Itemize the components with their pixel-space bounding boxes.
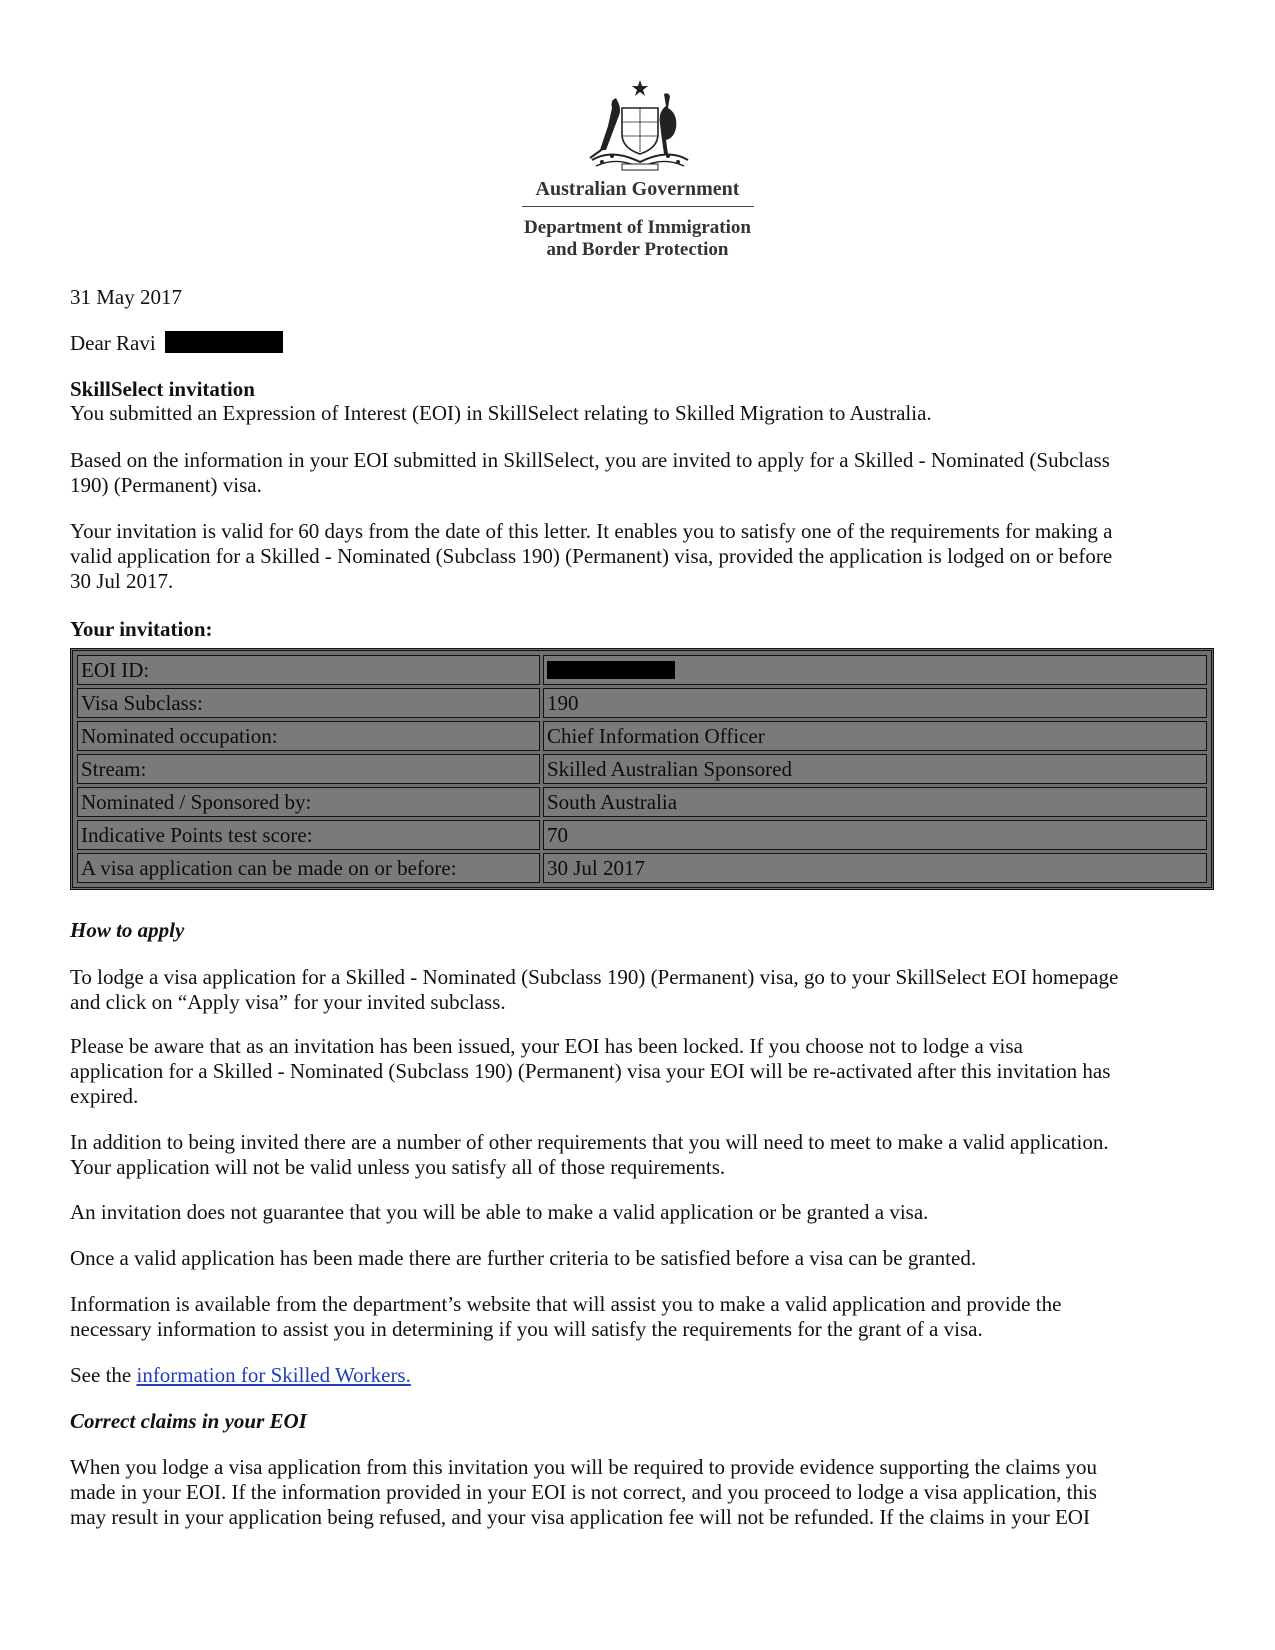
paragraph-website-info — [70, 1292, 1220, 1342]
paragraph-validity — [70, 519, 1220, 594]
table-row — [77, 721, 1207, 751]
letter-date: 31 May 2017 — [70, 285, 182, 309]
paragraph-line: Your invitation is valid for 60 days from the date of this letter. It enables you to satisfy one of the requirements for making a — [70, 519, 1113, 543]
salutation-text: Dear Ravi — [70, 331, 156, 355]
table-row — [77, 853, 1207, 883]
paragraph-line: and click on “Apply visa” for your invited subclass. — [70, 990, 506, 1014]
paragraph-line: 30 Jul 2017. — [70, 569, 174, 593]
row-value-stream: Skilled Australian Sponsored — [543, 754, 1207, 784]
row-label-apply-by: A visa application can be made on or before: — [77, 853, 540, 883]
how-to-apply-heading: How to apply — [70, 918, 185, 942]
table-row — [77, 688, 1207, 718]
government-name: Australian Government — [535, 178, 740, 200]
table-row — [77, 787, 1207, 817]
table-row — [77, 820, 1207, 850]
department-line-1: Department of Immigration — [524, 217, 751, 238]
paragraph-line: necessary information to assist you in determining if you will satisfy the requirements for the grant of a visa. — [70, 1317, 983, 1341]
row-value-eoi-id — [543, 655, 1207, 685]
paragraph-line: expired. — [70, 1084, 139, 1108]
table-row — [77, 754, 1207, 784]
department-line-2: and Border Protection — [546, 239, 729, 260]
paragraph-correct-claims — [70, 1455, 1220, 1530]
paragraph-requirements — [70, 1130, 1220, 1180]
see-prefix: See the — [70, 1363, 137, 1387]
paragraph-line: Based on the information in your EOI submitted in SkillSelect, you are invited to apply for a Skilled - Nominated (Subclass — [70, 448, 1110, 472]
table-row — [77, 655, 1207, 685]
skilled-workers-link[interactable]: information for Skilled Workers. — [136, 1363, 411, 1387]
row-label-occupation: Nominated occupation: — [77, 721, 540, 751]
row-label-stream: Stream: — [77, 754, 540, 784]
paragraph-line: In addition to being invited there are a number of other requirements that you will need to meet to make a valid application. — [70, 1130, 1109, 1154]
paragraph-line: To lodge a visa application for a Skilled - Nominated (Subclass 190) (Permanent) visa, go to your SkillSelect EOI homepage — [70, 965, 1119, 989]
row-label-eoi-id: EOI ID: — [77, 655, 540, 685]
invitation-heading: Your invitation: — [70, 617, 213, 641]
paragraph-eoi-locked — [70, 1034, 1220, 1109]
paragraph-line: Your application will not be valid unless you satisfy all of those requirements. — [70, 1155, 726, 1179]
row-value-occupation: Chief Information Officer — [543, 721, 1207, 751]
paragraph-how-to-lodge — [70, 965, 1220, 1015]
paragraph-line: When you lodge a visa application from this invitation you will be required to provide evidence supporting the claims you — [70, 1455, 1098, 1479]
row-label-sponsored-by: Nominated / Sponsored by: — [77, 787, 540, 817]
paragraph-line: made in your EOI. If the information provided in your EOI is not correct, and you proceed to lodge a visa application, this — [70, 1480, 1097, 1504]
paragraph-invited — [70, 448, 1220, 498]
redacted-eoi-id — [547, 661, 675, 679]
row-value-apply-by: 30 Jul 2017 — [543, 853, 1207, 883]
paragraph-line: 190) (Permanent) visa. — [70, 473, 262, 497]
paragraph-line: may result in your application being refused, and your visa application fee will not be refunded. If the claims in your EOI — [70, 1505, 1090, 1529]
paragraph-eoi-submitted: You submitted an Expression of Interest (EOI) in SkillSelect relating to Skilled Migration to Australia. — [70, 401, 932, 425]
row-value-visa-subclass: 190 — [543, 688, 1207, 718]
paragraph-further-criteria: Once a valid application has been made there are further criteria to be satisfied before a visa can be granted. — [70, 1246, 977, 1270]
paragraph-line: Please be aware that as an invitation has been issued, your EOI has been locked. If you choose not to lodge a visa — [70, 1034, 1023, 1058]
row-label-points-score: Indicative Points test score: — [77, 820, 540, 850]
coat-of-arms-icon — [582, 78, 698, 176]
department-name — [0, 217, 1275, 261]
row-label-visa-subclass: Visa Subclass: — [77, 688, 540, 718]
salutation — [70, 331, 1220, 356]
row-value-sponsored-by: South Australia — [543, 787, 1207, 817]
subject-heading: SkillSelect invitation — [70, 377, 255, 401]
paragraph-line: application for a Skilled - Nominated (Subclass 190) (Permanent) visa your EOI will be re-activated after this invitation has — [70, 1059, 1111, 1083]
header-divider — [522, 206, 754, 207]
paragraph-line: Information is available from the department’s website that will assist you to make a valid application and provide the — [70, 1292, 1062, 1316]
row-value-points-score: 70 — [543, 820, 1207, 850]
paragraph-see-info — [70, 1363, 1220, 1388]
correct-claims-heading: Correct claims in your EOI — [70, 1409, 307, 1433]
invitation-table — [70, 648, 1214, 890]
paragraph-line: valid application for a Skilled - Nominated (Subclass 190) (Permanent) visa, provided the application is lodged on or before — [70, 544, 1113, 568]
paragraph-no-guarantee: An invitation does not guarantee that you will be able to make a valid application or be granted a visa. — [70, 1200, 929, 1224]
redacted-surname — [165, 331, 283, 353]
